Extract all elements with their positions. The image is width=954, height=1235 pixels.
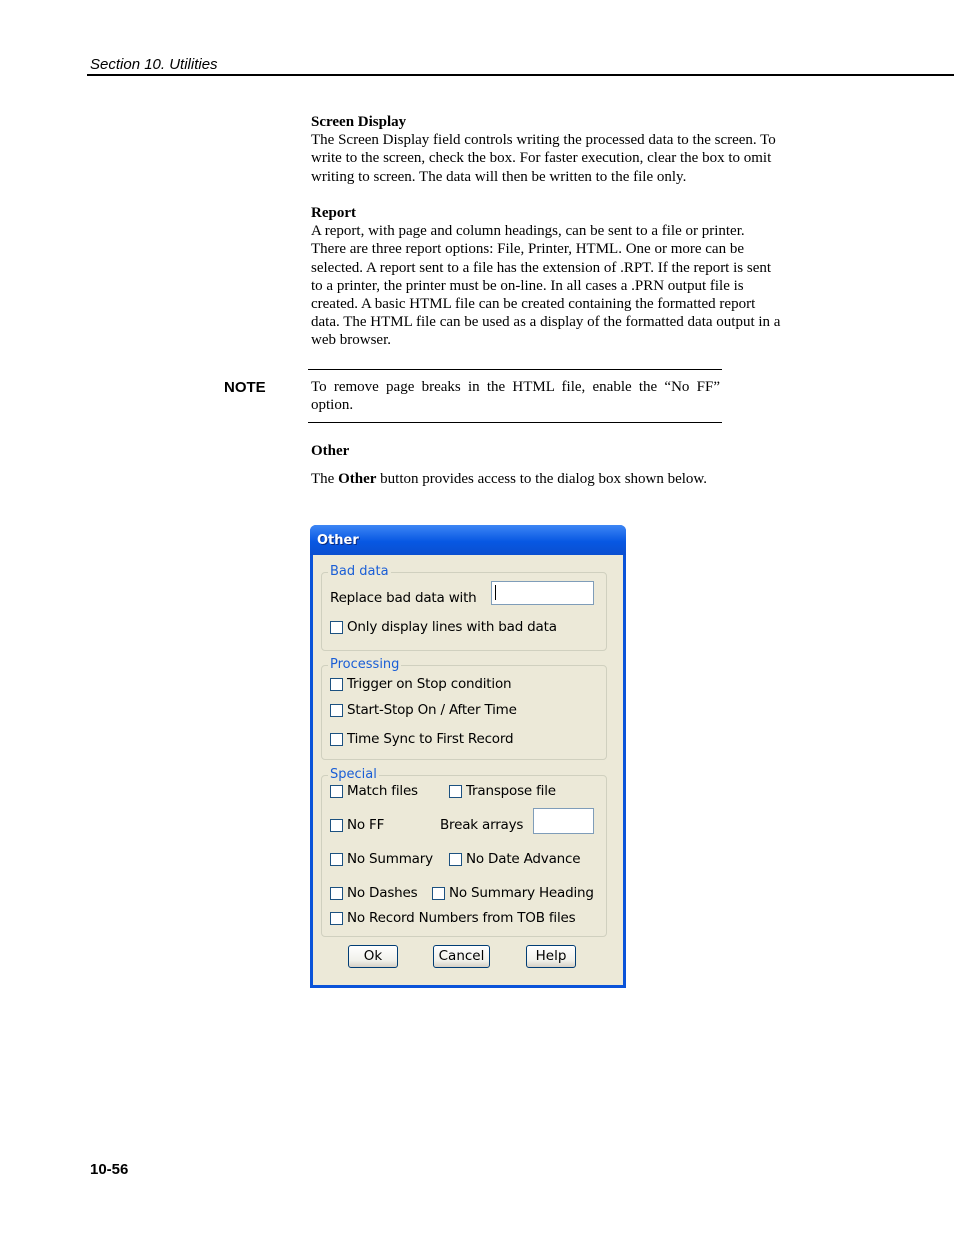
replace-bad-data-label: Replace bad data with [330, 590, 477, 606]
help-button[interactable]: Help [526, 945, 576, 968]
no-summary-label: No Summary [347, 851, 433, 867]
report-line: A report, with page and column headings, can be sent to a file or printer. [311, 223, 745, 240]
no-date-advance-checkbox[interactable] [449, 853, 462, 866]
replace-bad-data-input[interactable] [491, 581, 594, 605]
note-label: NOTE [224, 379, 266, 396]
other-intro-suffix: button provides access to the dialog box shown below. [376, 471, 708, 488]
other-intro [311, 470, 811, 488]
cancel-button[interactable]: Cancel [433, 945, 490, 968]
screen-display-section [311, 113, 811, 186]
match-files-label: Match files [347, 783, 418, 799]
report-line: web browser. [311, 332, 391, 349]
only-display-bad-data-checkbox[interactable] [330, 621, 343, 634]
no-ff-label: No FF [347, 817, 385, 833]
other-intro-bold: Other [338, 471, 377, 488]
other-intro-prefix: The [311, 471, 339, 488]
no-record-numbers-label: No Record Numbers from TOB files [347, 910, 576, 926]
trigger-on-stop-label: Trigger on Stop condition [347, 676, 512, 692]
no-dashes-label: No Dashes [347, 885, 418, 901]
transpose-file-checkbox[interactable] [449, 785, 462, 798]
report-section [311, 204, 811, 350]
bad-data-group-label: Bad data [330, 564, 389, 579]
bad-data-group [321, 564, 607, 651]
no-dashes-checkbox[interactable] [330, 887, 343, 900]
note-bottom-rule [308, 422, 722, 423]
no-ff-checkbox[interactable] [330, 819, 343, 832]
time-sync-checkbox[interactable] [330, 733, 343, 746]
no-summary-checkbox[interactable] [330, 853, 343, 866]
time-sync-label: Time Sync to First Record [347, 731, 514, 747]
transpose-file-label: Transpose file [466, 783, 556, 799]
no-summary-heading-checkbox[interactable] [432, 887, 445, 900]
note-top-rule [308, 369, 722, 370]
trigger-on-stop-checkbox[interactable] [330, 678, 343, 691]
page-number: 10-56 [90, 1161, 129, 1178]
break-arrays-input[interactable] [533, 808, 594, 834]
start-stop-checkbox[interactable] [330, 704, 343, 717]
ok-button[interactable]: Ok [348, 945, 398, 968]
other-section [311, 442, 811, 488]
break-arrays-label: Break arrays [440, 817, 524, 833]
report-line: to a printer, the printer must be on-line. In all cases a .PRN output file is [311, 277, 744, 294]
start-stop-label: Start-Stop On / After Time [347, 702, 517, 718]
screen-display-heading: Screen Display [311, 114, 407, 130]
dialog-titlebar[interactable] [310, 525, 626, 555]
header-rule [87, 74, 954, 76]
running-header: Section 10. Utilities [90, 56, 218, 73]
match-files-checkbox[interactable] [330, 785, 343, 798]
report-line: created. A basic HTML file can be created containing the formatted report [311, 296, 756, 313]
other-heading: Other [311, 443, 350, 459]
screen-display-line: write to the screen, check the box. For faster execution, clear the box to omit [311, 150, 772, 167]
dialog-client-area [313, 555, 623, 985]
no-date-advance-label: No Date Advance [466, 851, 581, 867]
no-summary-heading-label: No Summary Heading [449, 885, 594, 901]
report-line: There are three report options: File, Printer, HTML. One or more can be [311, 241, 745, 258]
screen-display-line: The Screen Display field controls writing the processed data to the screen. To [311, 132, 776, 149]
text-caret [495, 585, 496, 600]
processing-group-label: Processing [330, 657, 400, 672]
special-group [321, 767, 607, 937]
special-group-label: Special [330, 767, 377, 782]
processing-group [321, 657, 607, 760]
only-display-bad-data-label: Only display lines with bad data [347, 619, 557, 635]
other-dialog [310, 525, 626, 988]
report-line: selected. A report sent to a file has the extension of .RPT. If the report is sent [311, 259, 772, 276]
screen-display-line: writing to screen. The data will then be written to the file only. [311, 168, 687, 185]
report-heading: Report [311, 205, 356, 221]
dialog-title: Other [317, 533, 359, 548]
report-line: data. The HTML file can be used as a display of the formatted data output in a [311, 314, 781, 331]
note-text: To remove page breaks in the HTML file, enable the “No FF” option. [311, 379, 720, 414]
no-record-numbers-checkbox[interactable] [330, 912, 343, 925]
